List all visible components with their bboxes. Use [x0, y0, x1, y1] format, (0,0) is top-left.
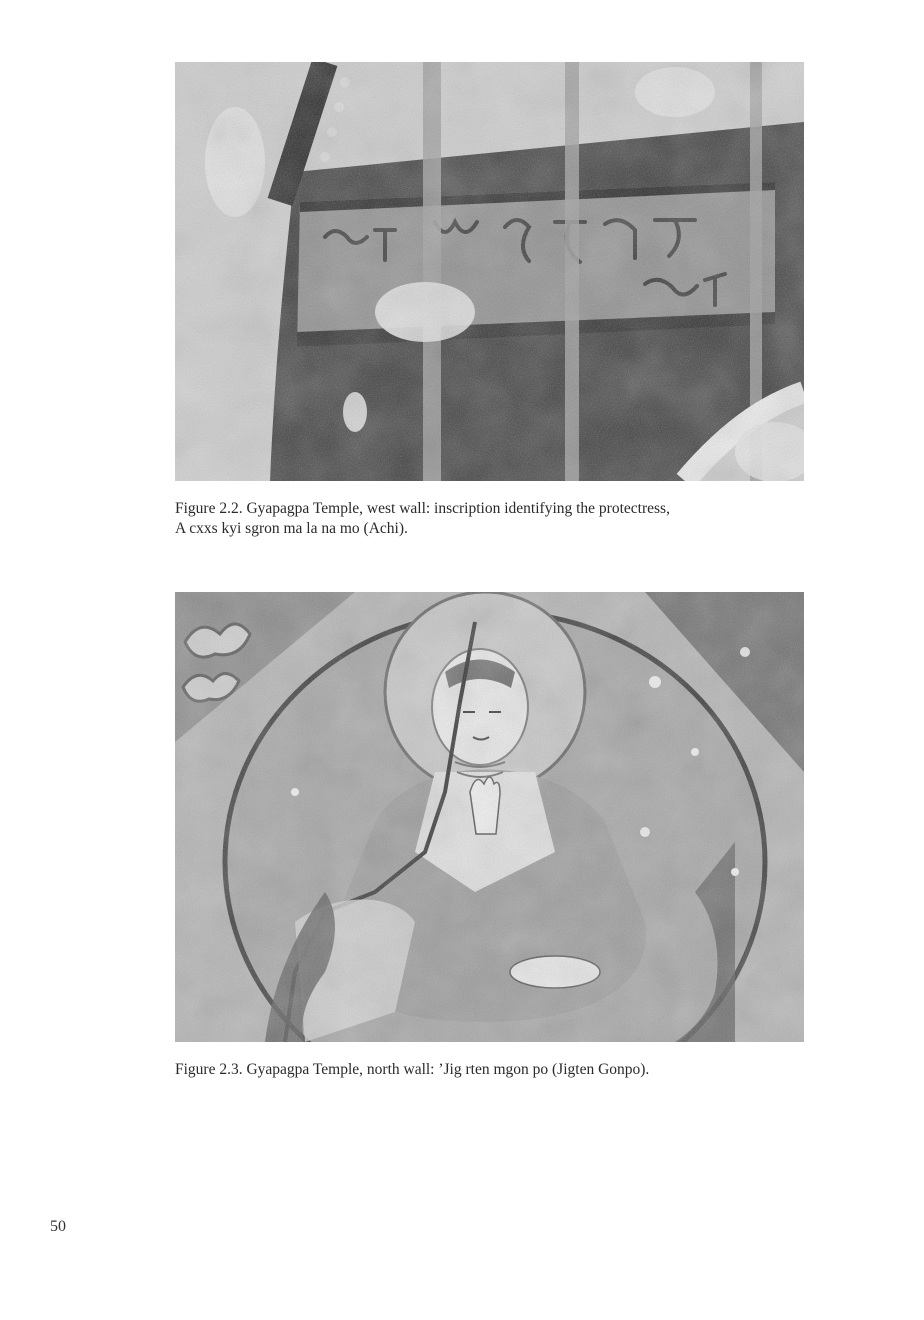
figure-2-2-photo: [175, 62, 804, 481]
figure-2-3-caption: [175, 1060, 815, 1080]
caption-line: Figure 2.2. Gyapagpa Temple, west wall: inscription identifying the protectress,: [175, 500, 670, 517]
mural-seated-figure-image: [175, 592, 804, 1042]
caption-line: A cxxs kyi sgron ma la na mo (Achi).: [175, 520, 408, 537]
figure-2-2-caption: [175, 499, 815, 539]
page-number: 50: [50, 1218, 66, 1235]
mural-inscription-image: [175, 62, 804, 481]
figure-2-3-photo: [175, 592, 804, 1042]
caption-line: Figure 2.3. Gyapagpa Temple, north wall: ’Jig rten mgon po (Jigten Gonpo).: [175, 1061, 650, 1078]
